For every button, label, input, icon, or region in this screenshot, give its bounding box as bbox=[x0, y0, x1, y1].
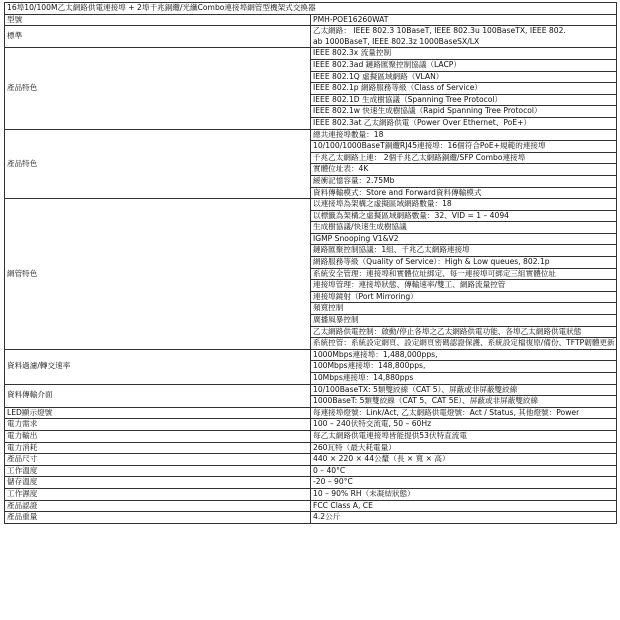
spec-row bbox=[5, 407, 617, 419]
spec-value: 緩衝記憶容量：2.75Mb bbox=[311, 175, 617, 187]
spec-value: 實體位址表：4K bbox=[311, 164, 617, 176]
spec-value-line: 乙太網路： IEEE 802.3 10BaseT, IEEE 802.3u 100BaseTX, IEEE 802. bbox=[313, 26, 566, 36]
spec-value: 連接埠管理：連接埠狀態、傳輸速率/雙工、網路流量控管 bbox=[311, 280, 617, 292]
spec-value: IEEE 802.1Q 虛擬區域網路（VLAN） bbox=[311, 71, 617, 83]
spec-label: 型號 bbox=[5, 14, 311, 26]
spec-value: 100Mbps連接埠：148,800pps, bbox=[311, 361, 617, 373]
spec-value: 260瓦特（最大耗電量） bbox=[311, 442, 617, 454]
spec-value: 系統安全管理：連接埠和實體位址綁定、每一連接埠可綁定三組實體位址 bbox=[311, 268, 617, 280]
spec-value: 生成樹協議/快速生成樹協議 bbox=[311, 222, 617, 234]
spec-label: 網管特色 bbox=[5, 199, 311, 350]
spec-label: 資料傳輸介面 bbox=[5, 384, 311, 407]
spec-row bbox=[5, 454, 617, 466]
spec-value: 0 – 40°C bbox=[311, 465, 617, 477]
spec-value: 系統控管：系統設定網頁、設定網頁密碼認證保護、系統設定檔復原/備份、TFTP韌體更新 bbox=[311, 338, 617, 350]
spec-label: 電力輸出 bbox=[5, 430, 311, 442]
spec-row bbox=[5, 430, 617, 442]
spec-row bbox=[5, 500, 617, 512]
spec-value: 鏈路匯聚控制協議：1組、千兆乙太網路連接埠 bbox=[311, 245, 617, 257]
spec-value-line: ab 1000BaseT, IEEE 802.3z 1000BaseSX/LX bbox=[313, 36, 480, 46]
spec-value: IEEE 802.1p 網路服務等級（Class of Service） bbox=[311, 83, 617, 95]
spec-label: 電力需求 bbox=[5, 419, 311, 431]
spec-label: 產品特色 bbox=[5, 129, 311, 199]
spec-value: 1000Mbps連接埠：1,488,000pps, bbox=[311, 349, 617, 361]
spec-label: LED顯示燈號 bbox=[5, 407, 311, 419]
spec-row bbox=[5, 349, 617, 361]
spec-row bbox=[5, 384, 617, 396]
table-title: 16埠10/100M乙太網路供電連接埠 + 2埠千兆銅纜/光纖Combo連接埠網管型機架式交換器 bbox=[5, 3, 617, 15]
spec-label: 產品尺寸 bbox=[5, 454, 311, 466]
spec-value: 網路服務等級（Quality of Service）：High & Low queues, 802.1p bbox=[311, 257, 617, 269]
spec-sheet bbox=[4, 2, 617, 524]
spec-label: 工作濕度 bbox=[5, 488, 311, 500]
spec-row bbox=[5, 14, 617, 26]
spec-row bbox=[5, 477, 617, 489]
spec-value: IEEE 802.1D 生成樹協議（Spanning Tree Protocol） bbox=[311, 94, 617, 106]
spec-label: 產品特色 bbox=[5, 48, 311, 129]
spec-value: IGMP Snooping V1&V2 bbox=[311, 233, 617, 245]
spec-label: 工作溫度 bbox=[5, 465, 311, 477]
spec-label: 產品重量 bbox=[5, 512, 311, 524]
title-row bbox=[5, 3, 617, 15]
spec-value: 每乙太網路供電連接埠皆能提供53伏特直流電 bbox=[311, 430, 617, 442]
spec-value: IEEE 802.1w 快速生成樹協議（Rapid Spanning Tree Protocol） bbox=[311, 106, 617, 118]
spec-row bbox=[5, 465, 617, 477]
spec-value: 以標籤為架構之虛擬區域網路數量：32、VID = 1 – 4094 bbox=[311, 210, 617, 222]
spec-value: 千兆乙太網路上連： 2個千兆乙太網路銅纜/SFP Combo連接埠 bbox=[311, 152, 617, 164]
spec-value bbox=[311, 26, 617, 48]
spec-value: FCC Class A, CE bbox=[311, 500, 617, 512]
spec-value: 4.2公斤 bbox=[311, 512, 617, 524]
spec-value: 總共連接埠數量：18 bbox=[311, 129, 617, 141]
spec-label: 產品認證 bbox=[5, 500, 311, 512]
spec-value: 頻寬控制 bbox=[311, 303, 617, 315]
spec-row bbox=[5, 129, 617, 141]
spec-value: PMH-POE16260WAT bbox=[311, 14, 617, 26]
spec-value: 連接埠鏡射（Port Mirroring） bbox=[311, 291, 617, 303]
spec-row bbox=[5, 512, 617, 524]
spec-value: 每連接埠燈號：Link/Act, 乙太網路供電燈號：Act / Status, 其他燈號：Power bbox=[311, 407, 617, 419]
spec-value: 440 × 220 × 44公釐（長 × 寬 × 高） bbox=[311, 454, 617, 466]
spec-row bbox=[5, 48, 617, 60]
spec-label: 標準 bbox=[5, 26, 311, 48]
spec-row bbox=[5, 26, 617, 48]
spec-value: 10/100BaseTX: 5類雙絞線（CAT 5）、屏蔽或非屏蔽雙絞線 bbox=[311, 384, 617, 396]
spec-label: 資料過濾/轉交速率 bbox=[5, 349, 311, 384]
spec-value: 乙太網路供電控制：啟動/停止各埠之乙太網路供電功能、各埠乙太網路供電狀態 bbox=[311, 326, 617, 338]
spec-label: 電力消耗 bbox=[5, 442, 311, 454]
spec-value: 以連接埠為架構之虛擬區域網路數量：18 bbox=[311, 199, 617, 211]
spec-label: 儲存溫度 bbox=[5, 477, 311, 489]
spec-value: IEEE 802.3x 流量控制 bbox=[311, 48, 617, 60]
spec-value: 廣播風暴控制 bbox=[311, 315, 617, 327]
spec-value: 100 – 240伏特交流電, 50 – 60Hz bbox=[311, 419, 617, 431]
spec-value: IEEE 802.3ad 鏈路匯聚控制協議（LACP） bbox=[311, 59, 617, 71]
spec-row bbox=[5, 199, 617, 211]
spec-value: 10/100/1000BaseT銅纜RJ45連接埠：16個符合PoE+規範的連接埠 bbox=[311, 141, 617, 153]
spec-value: 資料傳輸模式：Store and Forward資料傳輸模式 bbox=[311, 187, 617, 199]
spec-value: IEEE 802.3at 乙太網路供電（Power Over Ethernet、PoE+） bbox=[311, 117, 617, 129]
spec-row bbox=[5, 442, 617, 454]
spec-value: 10Mbps連接埠：14,880pps bbox=[311, 373, 617, 385]
spec-value: 1000BaseT: 5類雙絞線（CAT 5、CAT 5E）、屏蔽或非屏蔽雙絞線 bbox=[311, 396, 617, 408]
spec-row bbox=[5, 419, 617, 431]
spec-value: -20 – 90°C bbox=[311, 477, 617, 489]
spec-row bbox=[5, 488, 617, 500]
spec-table bbox=[4, 2, 617, 524]
spec-value: 10 – 90% RH（未凝結狀態） bbox=[311, 488, 617, 500]
